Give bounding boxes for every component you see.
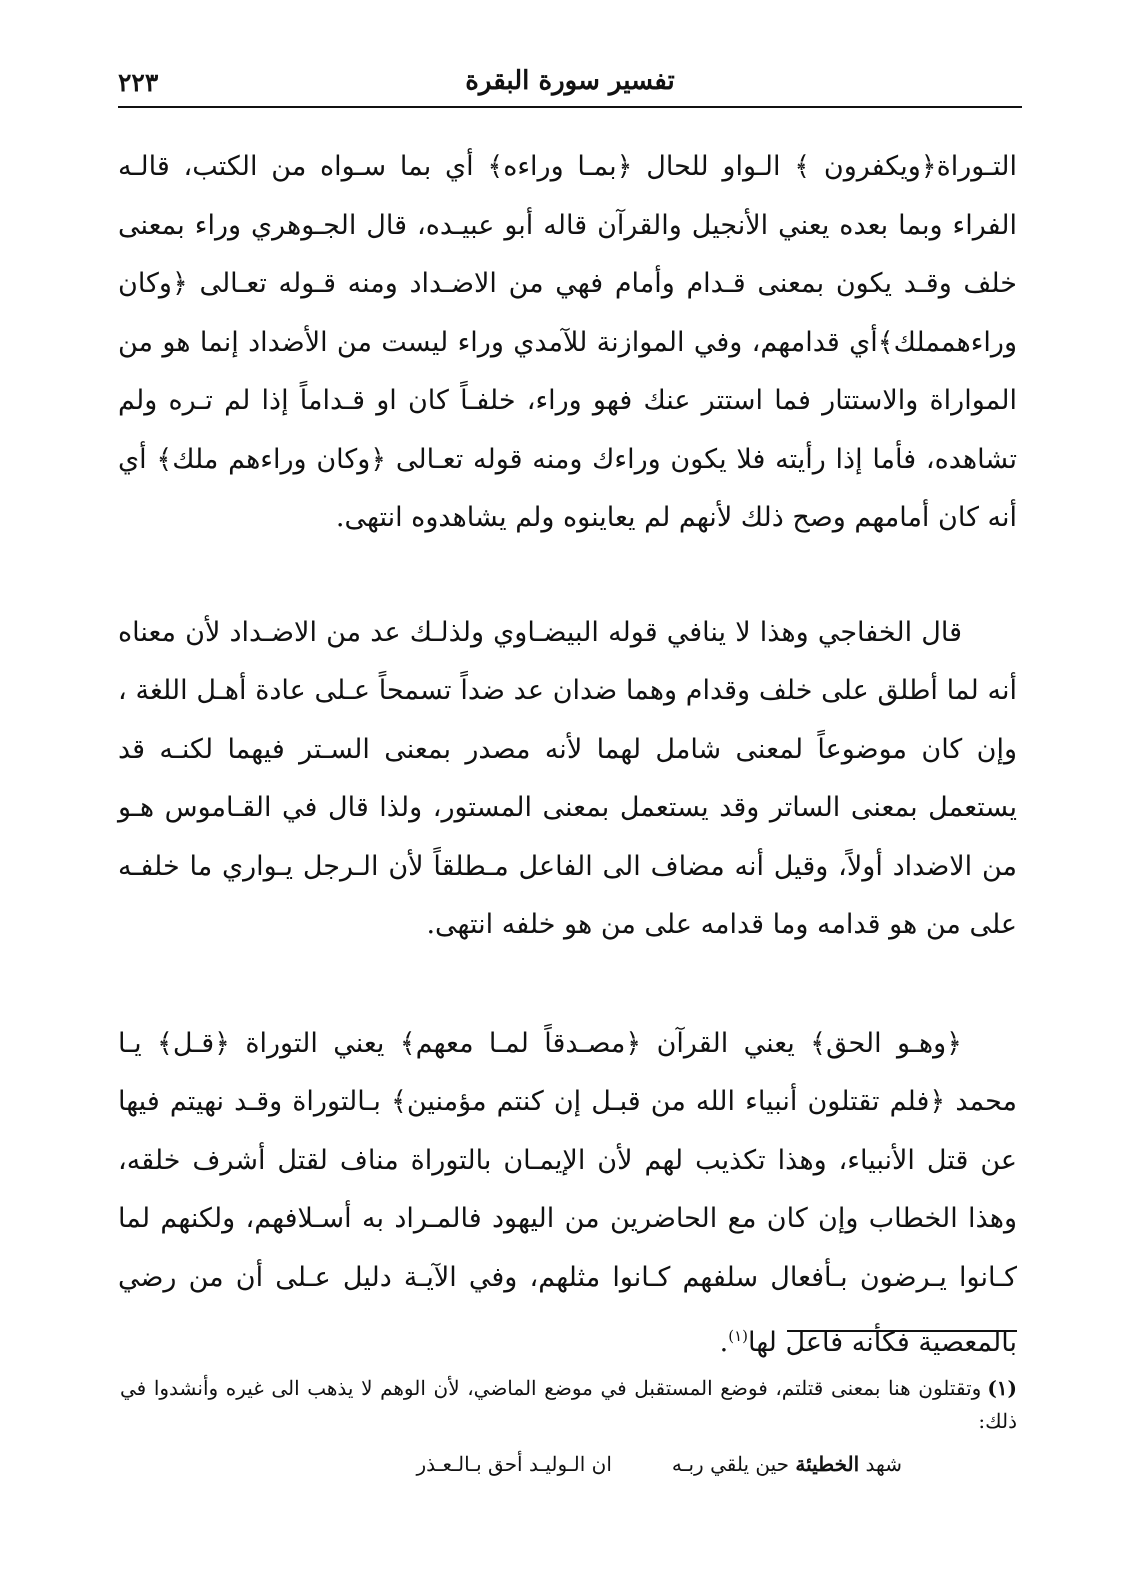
paragraph-3: ﴿وهـو الحق﴾ يعني القرآن ﴿مصـدقاً لمـا معهم﴾ يعني التوراة ﴿قـل﴾ يـا محمد ﴿فلم تقتلون أنبياء الله من قبـل إن كنتم مؤمنين﴾ بـالتوراة وقـد نهيتم فيها عن قتل الأنبياء، وهذا تكذيب لهم لأن الإيمـان بالتوراة مناف لقتل أشرف خلقه، وهذا الخطاب وإن كان مع الحاضرين من اليهود فالمـراد به أسـلافهم، ولكنهم لما كـانوا يـرضون بـأفعال سلفهم كـانوا مثلهم، وفي الآيـة دليل عـلى أن من رضي بالمعصية فكأنه فاعل لها$^{(١)}$. [118, 1027, 1017, 1358]
running-title: تفسير سورة البقرة [465, 66, 675, 96]
body-text [118, 138, 1017, 1373]
footnote-text: وتقتلون هنا بمعنى قتلتم، فوضع المستقبل في موضع الماضي، لأن الوهم لا يذهب الى غيره وأنشدوا في ذلك: [120, 1376, 1017, 1433]
footnotes [120, 1372, 1017, 1481]
footnote-separator [787, 1330, 1017, 1332]
footnote-marker: (١) [987, 1376, 1017, 1400]
verse-first-bold-word: الخطيئة [795, 1452, 860, 1476]
page-number: ٢٢٣ [118, 68, 159, 97]
running-header [118, 62, 1022, 108]
verse-first-hemistich [672, 1448, 902, 1481]
verse-first-part-b: حين يلقي ربـه [671, 1452, 796, 1476]
paragraph-1: التـوراة﴿ويكفرون ﴾ الـواو للحال ﴿بمـا وراءه﴾ أي بما سـواه من الكتب، قالـه الفراء وبما بعده يعني الأنجيل والقرآن قاله أبو عبيـده، قال الجـوهري وراء بمعنى خلف وقـد يكون بمعنى قـدام وأمام فهي من الاضـداد ومنه قـوله تعـالى ﴿وكان وراءهمملك﴾أي قدامهم، وفي الموازنة للآمدي وراء ليست من الأضداد إنما هو من المواراة والاستتار فما استتر عنك فهو وراء، خلفـاً كان او قـداماً إذا لم تـره ولم تشاهده، فأما إذا رأيته فلا يكون وراءك ومنه قوله تعـالى ﴿وكان وراءهم ملك﴾ أي أنه كان أمامهم وصح ذلك لأنهم لم يعاينوه ولم يشاهدوه انتهى. [118, 151, 1017, 533]
verse-first-part-a: شهد [859, 1452, 902, 1476]
paragraph-3-text: ﴿وهـو الحق﴾ يعني القرآن ﴿مصـدقاً لمـا معهم﴾ يعني التوراة ﴿قـل﴾ يـا محمد ﴿فلم تقتلون أنبياء الله من قبـل إن كنتم مؤمنين﴾ بـالتوراة وقـد نهيتم فيها عن قتل الأنبياء، وهذا تكذيب لهم لأن الإيمـان بالتوراة مناف لقتل أشرف خلقه، وهذا الخطاب وإن كان مع الحاضرين من اليهود فالمـراد به أسـلافهم، ولكنهم لما كـانوا يـرضون بـأفعال سلفهم كـانوا مثلهم، وفي الآيـة دليل عـلى أن من رضي بالمعصية فكأنه فاعل لها [118, 1027, 1017, 1358]
footnote-1 [120, 1372, 1017, 1438]
footnote-reference: (١) [728, 1327, 748, 1345]
paragraph-2: قال الخفاجي وهذا لا ينافي قوله البيضـاوي ولذلـك عد من الاضـداد لأن معناه أنه لما أطلق على خلف وقدام وهما ضدان عد ضداً تسمحاً عـلى عادة أهـل اللغة ، وإن كان موضوعاً لمعنى شامل لهما لأنه مصدر بمعنى السـتر فيهما لكنـه قد يستعمل بمعنى الساتر وقد يستعمل بمعنى المستور، ولذا قال في القـاموس هـو من الاضداد أولاً، وقيل أنه مضاف الى الفاعل مـطلقاً لأن الـرجل يـواري ما خلفـه على من هو قدامه وما قدامه على من هو خلفه انتهى. [118, 616, 1017, 940]
poetry-verse [120, 1448, 1017, 1481]
verse-second-hemistich: ان الـوليـد أحق بـالـعـذر [416, 1452, 612, 1476]
